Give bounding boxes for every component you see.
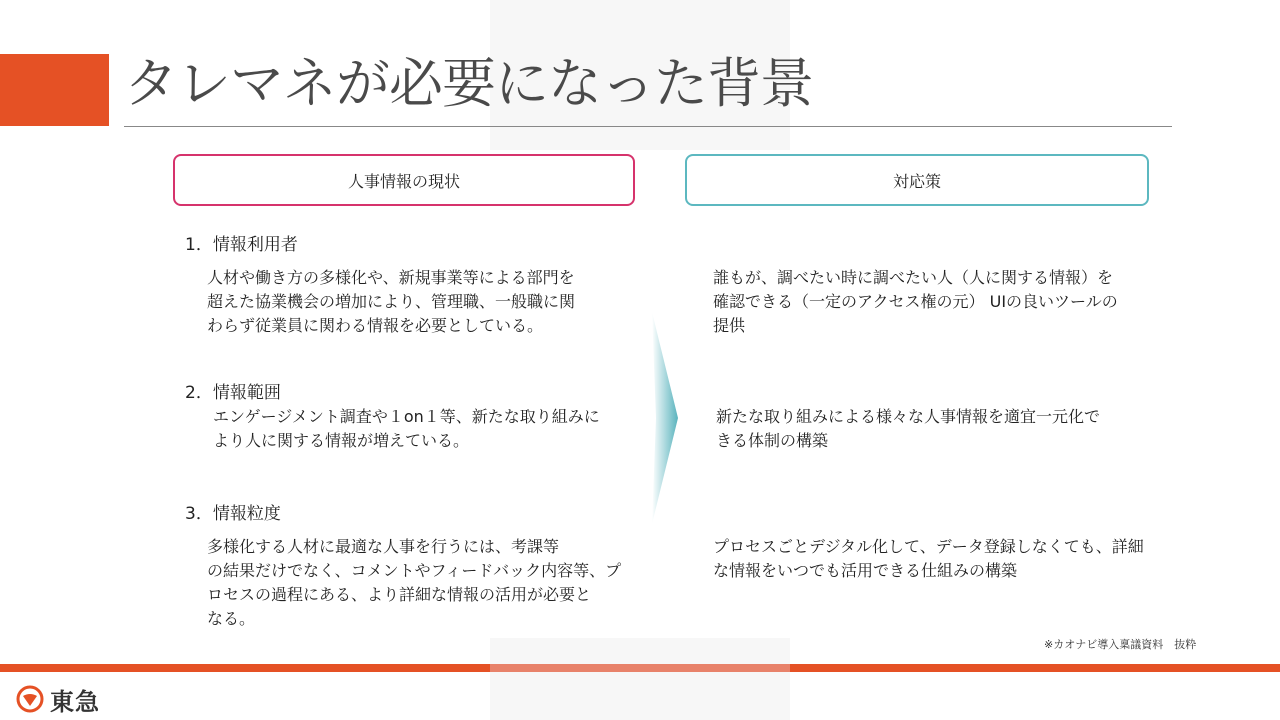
item-solution-3-line-1: プロセスごとデジタル化して、データ登録しなくても、詳細	[713, 537, 1144, 556]
item-current-2	[213, 405, 633, 453]
item-current-3-line-4: なる。	[207, 609, 256, 628]
footer-bar-highlight	[490, 664, 790, 672]
item-current-1-line-1: 人材や働き方の多様化や、新規事業等による部門を	[207, 268, 575, 287]
tokyu-logo-icon	[16, 685, 44, 713]
item-solution-3-line-2: な情報をいつでも活用できる仕組みの構築	[713, 561, 1018, 580]
item-heading-1: 1．情報利用者	[185, 235, 298, 255]
slide-title: タレマネが必要になった背景	[124, 52, 813, 115]
item-solution-1	[713, 266, 1163, 338]
item-solution-2-line-1: 新たな取り組みによる様々な人事情報を適宜一元化で	[716, 407, 1101, 426]
item-solution-1-line-2: 確認できる（一定のアクセス権の元） UIの良いツールの	[713, 292, 1118, 311]
item-current-2-line-1: エンゲージメント調査や１on１等、新たな取り組みに	[213, 407, 600, 426]
item-current-3-line-1: 多様化する人材に最適な人事を行うには、考課等	[207, 537, 560, 556]
current-status-header-label: 人事情報の現状	[347, 171, 460, 191]
title-underline	[124, 126, 1172, 127]
title-accent-block	[0, 54, 109, 126]
item-current-3-line-3: ロセスの過程にある、より詳細な情報の活用が必要と	[207, 585, 592, 604]
item-heading-2: 2．情報範囲	[185, 383, 281, 403]
item-solution-2	[716, 405, 1156, 453]
item-solution-1-line-3: 提供	[713, 316, 746, 335]
item-current-1	[207, 266, 627, 338]
item-solution-3	[713, 535, 1163, 583]
item-heading-3: 3．情報粒度	[185, 504, 281, 524]
solution-header-label: 対応策	[892, 171, 941, 191]
item-solution-2-line-2: きる体制の構築	[716, 431, 829, 450]
item-solution-1-line-1: 誰もが、調べたい時に調べたい人（人に関する情報）を	[713, 268, 1114, 287]
company-logo	[16, 684, 100, 714]
source-note: ※カオナビ導入稟議資料 抜粋	[1044, 638, 1197, 651]
flow-arrow-icon	[652, 312, 678, 524]
current-status-header	[173, 154, 635, 206]
item-current-3	[207, 535, 627, 631]
logo-text: 東急	[50, 687, 100, 716]
item-current-1-line-2: 超えた協業機会の増加により、管理職、一般職に関	[207, 292, 576, 311]
item-current-3-line-2: の結果だけでなく、コメントやフィードバック内容等、プ	[207, 561, 622, 580]
item-current-1-line-3: わらず従業員に関わる情報を必要としている。	[207, 316, 544, 335]
item-current-2-line-2: より人に関する情報が増えている。	[213, 431, 470, 450]
solution-header	[685, 154, 1149, 206]
